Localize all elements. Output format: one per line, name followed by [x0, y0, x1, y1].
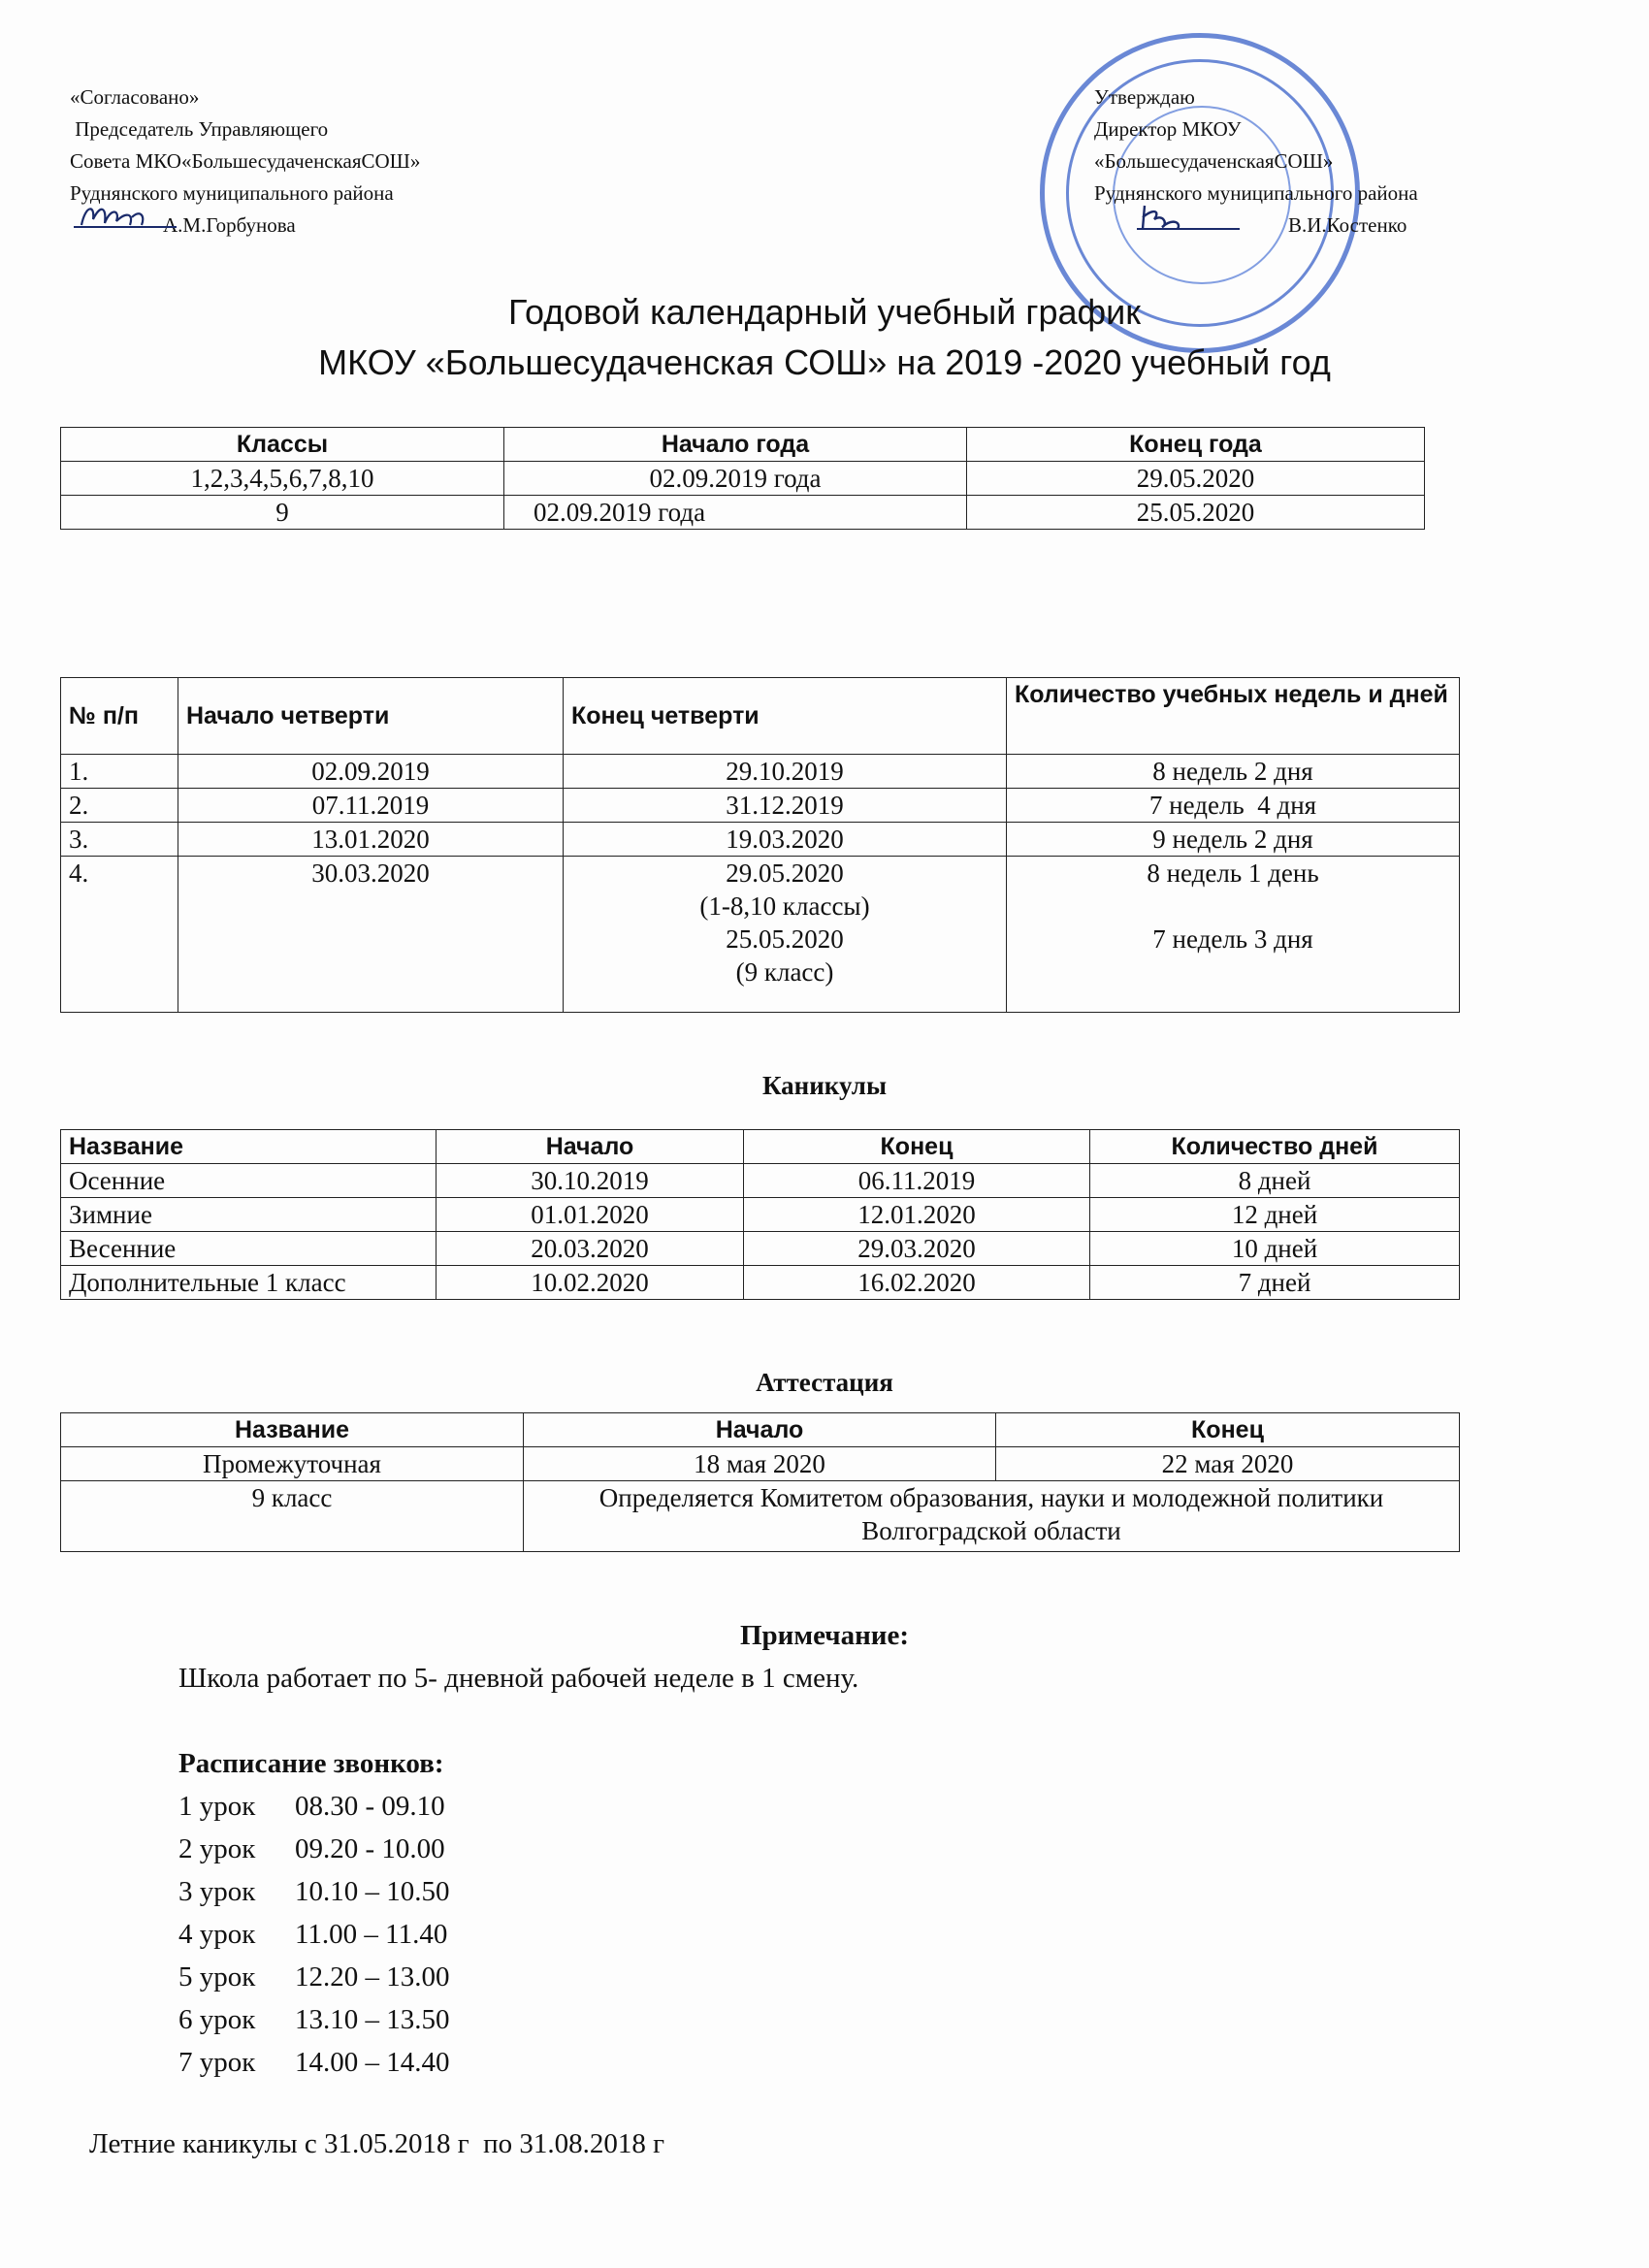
- approval-right-block: [1094, 81, 1418, 242]
- table-cell: 7 недель 4 дня: [1007, 789, 1460, 823]
- bell-row: [178, 2004, 450, 2036]
- table-cell: 02.09.2019: [178, 755, 564, 789]
- note-title: Примечание:: [739, 1620, 910, 1651]
- table-header: Количество дней: [1090, 1130, 1460, 1164]
- table-row: [61, 857, 1460, 1013]
- table-row: [61, 1232, 1460, 1266]
- table-header: № п/п: [61, 678, 178, 755]
- table-cell: Зимние: [61, 1198, 436, 1232]
- table-cell: 1.: [61, 755, 178, 789]
- approval-right-line: Утверждаю: [1094, 85, 1195, 109]
- table-header-row: [61, 678, 1460, 755]
- note-text: Школа работает по 5- дневной рабочей неделе в 1 смену.: [178, 1663, 859, 1694]
- bell-row: [178, 1876, 450, 1908]
- table-cell: 9: [61, 496, 504, 530]
- table-cell: 3.: [61, 823, 178, 857]
- table-cell: [1007, 857, 1460, 1013]
- table-cell: 29.05.2020: [967, 462, 1425, 496]
- table-cell: 30.03.2020: [178, 857, 564, 1013]
- title-line-2: МКОУ «Большесудаченская СОШ» на 2019 -2020 учебный год: [318, 342, 1331, 382]
- table-row: [61, 755, 1460, 789]
- table-cell: 19.03.2020: [564, 823, 1007, 857]
- table-cell: 18 мая 2020: [524, 1447, 996, 1481]
- table-cell: 30.10.2019: [436, 1164, 744, 1198]
- table-header: Количество учебных недель и дней: [1007, 678, 1460, 755]
- table-cell: Определяется Комитетом образования, науки и молодежной политики Волгоградской области: [524, 1481, 1460, 1552]
- table-cell: 10.02.2020: [436, 1266, 744, 1300]
- bell-time: 10.10 – 10.50: [295, 1876, 450, 1907]
- bell-row: [178, 1919, 448, 1951]
- table-cell: 12 дней: [1090, 1198, 1460, 1232]
- bell-lesson: 1 урок: [178, 1791, 256, 1822]
- attestation-table: [60, 1412, 1460, 1552]
- table-row: [61, 1447, 1460, 1481]
- year-table: [60, 427, 1425, 530]
- table-row: [61, 1266, 1460, 1300]
- document-title: [0, 287, 1649, 388]
- table-cell: 2.: [61, 789, 178, 823]
- table-cell: 7 дней: [1090, 1266, 1460, 1300]
- table-cell: Промежуточная: [61, 1447, 524, 1481]
- approval-left-line: Руднянского муниципального района: [70, 181, 394, 205]
- bell-time: 13.10 – 13.50: [295, 2004, 450, 2035]
- table-cell: Дополнительные 1 класс: [61, 1266, 436, 1300]
- approval-left-line: Совета МКО«БольшесудаченскаяСОШ»: [70, 149, 421, 173]
- bell-lesson: 7 урок: [178, 2047, 256, 2078]
- signature-image: [72, 198, 178, 237]
- approval-right-signature-line: [1094, 210, 1418, 242]
- table-cell: 9 класс: [61, 1481, 524, 1552]
- quarter-count: 8 недель 1 день: [1147, 859, 1319, 888]
- table-cell: 29.03.2020: [744, 1232, 1090, 1266]
- table-row: [61, 1164, 1460, 1198]
- table-header: Начало года: [504, 428, 967, 462]
- table-cell: 07.11.2019: [178, 789, 564, 823]
- bell-time: 11.00 – 11.40: [295, 1919, 448, 1950]
- quarter-end-note: (1-8,10 классы): [699, 891, 870, 921]
- table-row: [61, 1481, 1460, 1552]
- bell-row: [178, 1833, 445, 1865]
- approval-left-block: [70, 81, 420, 242]
- table-header: Классы: [61, 428, 504, 462]
- table-cell: 4.: [61, 857, 178, 1013]
- bell-time: 08.30 - 09.10: [295, 1791, 445, 1822]
- approval-left-signature-line: [70, 210, 420, 242]
- table-cell: 25.05.2020: [967, 496, 1425, 530]
- quarter-end-date: 25.05.2020: [726, 924, 844, 954]
- approval-left-name: А.М.Горбунова: [163, 213, 296, 237]
- table-cell: 02.09.2019 года: [504, 462, 967, 496]
- bell-row: [178, 2047, 450, 2079]
- table-cell: 06.11.2019: [744, 1164, 1090, 1198]
- table-cell: 13.01.2020: [178, 823, 564, 857]
- table-cell: 20.03.2020: [436, 1232, 744, 1266]
- table-header: Начало четверти: [178, 678, 564, 755]
- bells-title: Расписание звонков:: [178, 1748, 444, 1779]
- bell-row: [178, 1791, 445, 1823]
- holidays-table: [60, 1129, 1460, 1300]
- table-cell: 31.12.2019: [564, 789, 1007, 823]
- summer-holidays-text: Летние каникулы с 31.05.2018 г по 31.08.2018 г: [89, 2128, 665, 2159]
- holidays-title: Каникулы: [761, 1071, 888, 1100]
- table-cell: 29.10.2019: [564, 755, 1007, 789]
- table-cell: 02.09.2019 года: [504, 496, 967, 530]
- bell-row: [178, 1961, 450, 1993]
- table-row: [61, 789, 1460, 823]
- signature-image: [1133, 200, 1240, 239]
- table-header-row: [61, 1130, 1460, 1164]
- table-header: Конец четверти: [564, 678, 1007, 755]
- attestation-title: Аттестация: [756, 1368, 893, 1397]
- table-cell: [564, 857, 1007, 1013]
- table-header: Конец: [996, 1413, 1460, 1447]
- table-row: [61, 823, 1460, 857]
- bell-lesson: 6 урок: [178, 2004, 256, 2035]
- table-cell: 1,2,3,4,5,6,7,8,10: [61, 462, 504, 496]
- table-header: Конец: [744, 1130, 1090, 1164]
- approval-right-line: Руднянского муниципального района: [1094, 181, 1418, 205]
- table-cell: 10 дней: [1090, 1232, 1460, 1266]
- quarters-table: [60, 677, 1460, 1013]
- table-row: [61, 496, 1425, 530]
- table-header: Начало: [524, 1413, 996, 1447]
- approval-right-name: В.И.Костенко: [1288, 213, 1407, 237]
- table-header: Название: [61, 1130, 436, 1164]
- bell-time: 09.20 - 10.00: [295, 1833, 445, 1864]
- bell-lesson: 2 урок: [178, 1833, 256, 1864]
- table-header: Начало: [436, 1130, 744, 1164]
- table-cell: Осенние: [61, 1164, 436, 1198]
- approval-left-line: Председатель Управляющего: [70, 117, 329, 141]
- table-cell: 22 мая 2020: [996, 1447, 1460, 1481]
- table-header: Название: [61, 1413, 524, 1447]
- bell-lesson: 4 урок: [178, 1919, 256, 1950]
- table-header-row: [61, 1413, 1460, 1447]
- table-cell: 16.02.2020: [744, 1266, 1090, 1300]
- table-header-row: [61, 428, 1425, 462]
- table-row: [61, 462, 1425, 496]
- title-line-1: Годовой календарный учебный график: [507, 292, 1142, 332]
- bell-time: 12.20 – 13.00: [295, 1961, 450, 1993]
- quarter-end-note: (9 класс): [735, 957, 834, 987]
- quarter-end-date: 29.05.2020: [726, 859, 844, 888]
- quarter-count: 7 недель 3 дня: [1152, 924, 1313, 954]
- approval-left-line: «Согласовано»: [70, 85, 200, 109]
- table-row: [61, 1198, 1460, 1232]
- bell-lesson: 3 урок: [178, 1876, 256, 1907]
- bell-time: 14.00 – 14.40: [295, 2047, 450, 2078]
- table-cell: Весенние: [61, 1232, 436, 1266]
- bell-lesson: 5 урок: [178, 1961, 256, 1993]
- table-header: Конец года: [967, 428, 1425, 462]
- approval-right-line: «БольшесудаченскаяСОШ»: [1094, 149, 1334, 173]
- table-cell: 12.01.2020: [744, 1198, 1090, 1232]
- table-cell: 01.01.2020: [436, 1198, 744, 1232]
- table-cell: 8 недель 2 дня: [1007, 755, 1460, 789]
- approval-right-line: Директор МКОУ: [1094, 117, 1242, 141]
- table-cell: 9 недель 2 дня: [1007, 823, 1460, 857]
- table-cell: 8 дней: [1090, 1164, 1460, 1198]
